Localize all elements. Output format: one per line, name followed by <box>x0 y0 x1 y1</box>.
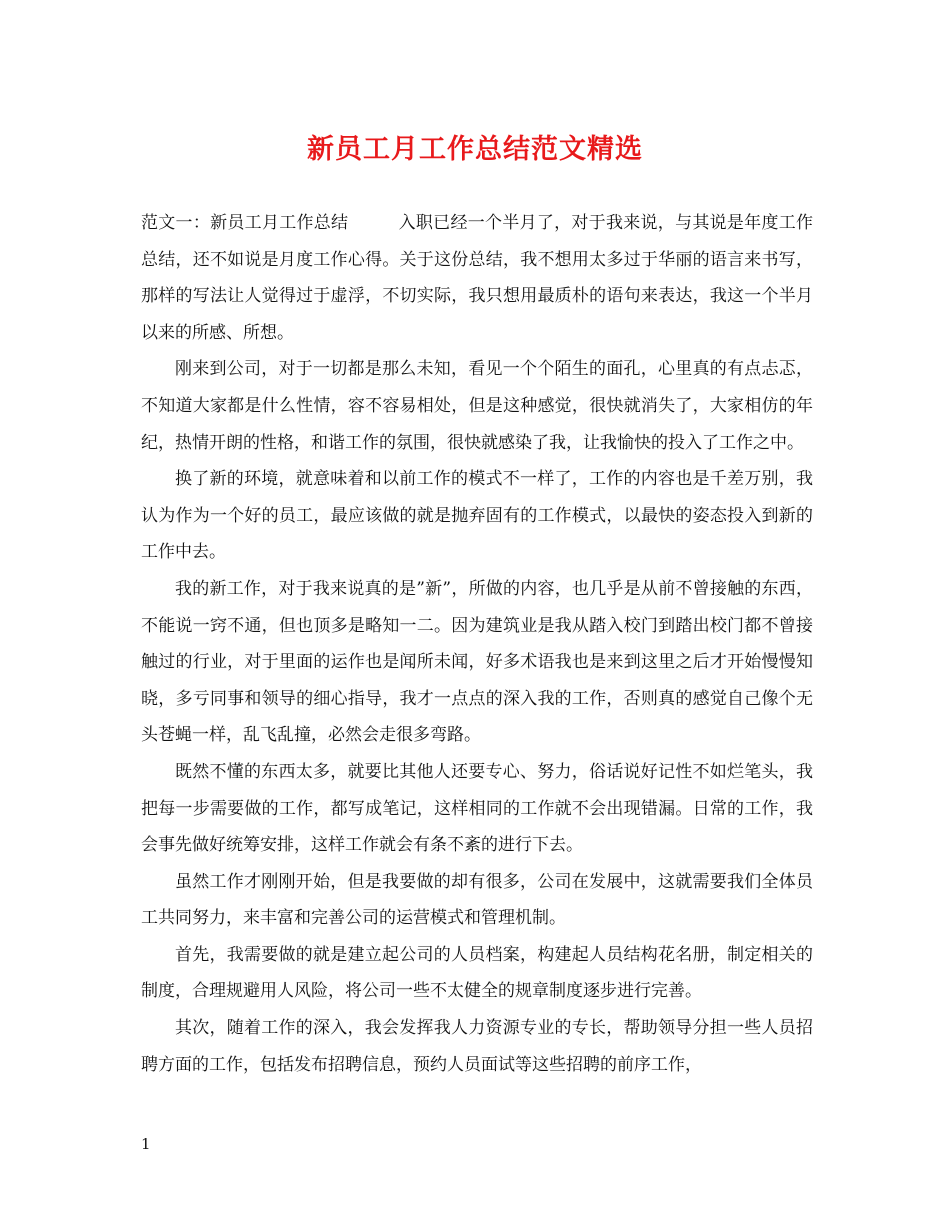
paragraph: 首先，我需要做的就是建立起公司的人员档案，构建起人员结构花名册，制定相关的制度，合理规避用人风险，将公司一些不太健全的规章制度逐步进行完善。 <box>141 944 813 1002</box>
paragraph: 既然不懂的东西太多，就要比其他人还要专心、努力，俗话说好记性不如烂笔头，我把每一步需要做的工作，都写成笔记，这样相同的工作就不会出现错漏。日常的工作，我会事先做好统筹安排，这样工作就会有条不紊的进行下去。 <box>141 761 813 856</box>
paragraph: 其次，随着工作的深入，我会发挥我人力资源专业的专长，帮助领导分担一些人员招聘方面的工作，包括发布招聘信息，预约人员面试等这些招聘的前序工作， <box>141 1018 813 1075</box>
paragraph-lead: 范文一：新员工月工作总结 <box>141 213 349 233</box>
page-number: 1 <box>141 1135 151 1153</box>
paragraph-first-text: 入职已经一个半月了，对于我来说，与其说是年度工作总结，还不如说是月度工作心得。关于这份总结，我不想用太多过于华丽的语言来书写，那样的写法让人觉得过于虚浮，不切实际，我只想用最质朴的语句来表达，我这一个半月以来的所感、所想。 <box>141 213 814 343</box>
document-title: 新员工月工作总结范文精选 <box>307 134 643 165</box>
paragraph-first <box>141 205 813 351</box>
paragraph: 我的新工作，对于我来说真的是”新”，所做的内容，也几乎是从前不曾接触的东西，不能说一窍不通，但也顶多是略知一二。因为建筑业是我从踏入校门到踏出校门都不曾接触过的行业，对于里面的运作也是闻所未闻，好多术语我也是来到这里之后才开始慢慢知晓，多亏同事和领导的细心指导，我才一点点的深入我的工作，否则真的感觉自己像个无头苍蝇一样，乱飞乱撞，必然会走很多弯路。 <box>141 578 813 746</box>
paragraph: 刚来到公司，对于一切都是那么未知，看见一个个陌生的面孔，心里真的有点忐忑，不知道大家都是什么性情，容不容易相处，但是这种感觉，很快就消失了，大家相仿的年纪，热情开朗的性格，和谐工作的氛围，很快就感染了我，让我愉快的投入了工作之中。 <box>141 359 813 453</box>
paragraph: 换了新的环境，就意味着和以前工作的模式不一样了，工作的内容也是千差万别，我认为作为一个好的员工，最应该做的就是抛弃固有的工作模式，以最快的姿态投入到新的工作中去。 <box>141 469 813 563</box>
paragraph: 虽然工作才刚刚开始，但是我要做的却有很多，公司在发展中，这就需要我们全体员工共同努力，来丰富和完善公司的运营模式和管理机制。 <box>141 871 813 929</box>
document-body <box>141 205 813 1083</box>
